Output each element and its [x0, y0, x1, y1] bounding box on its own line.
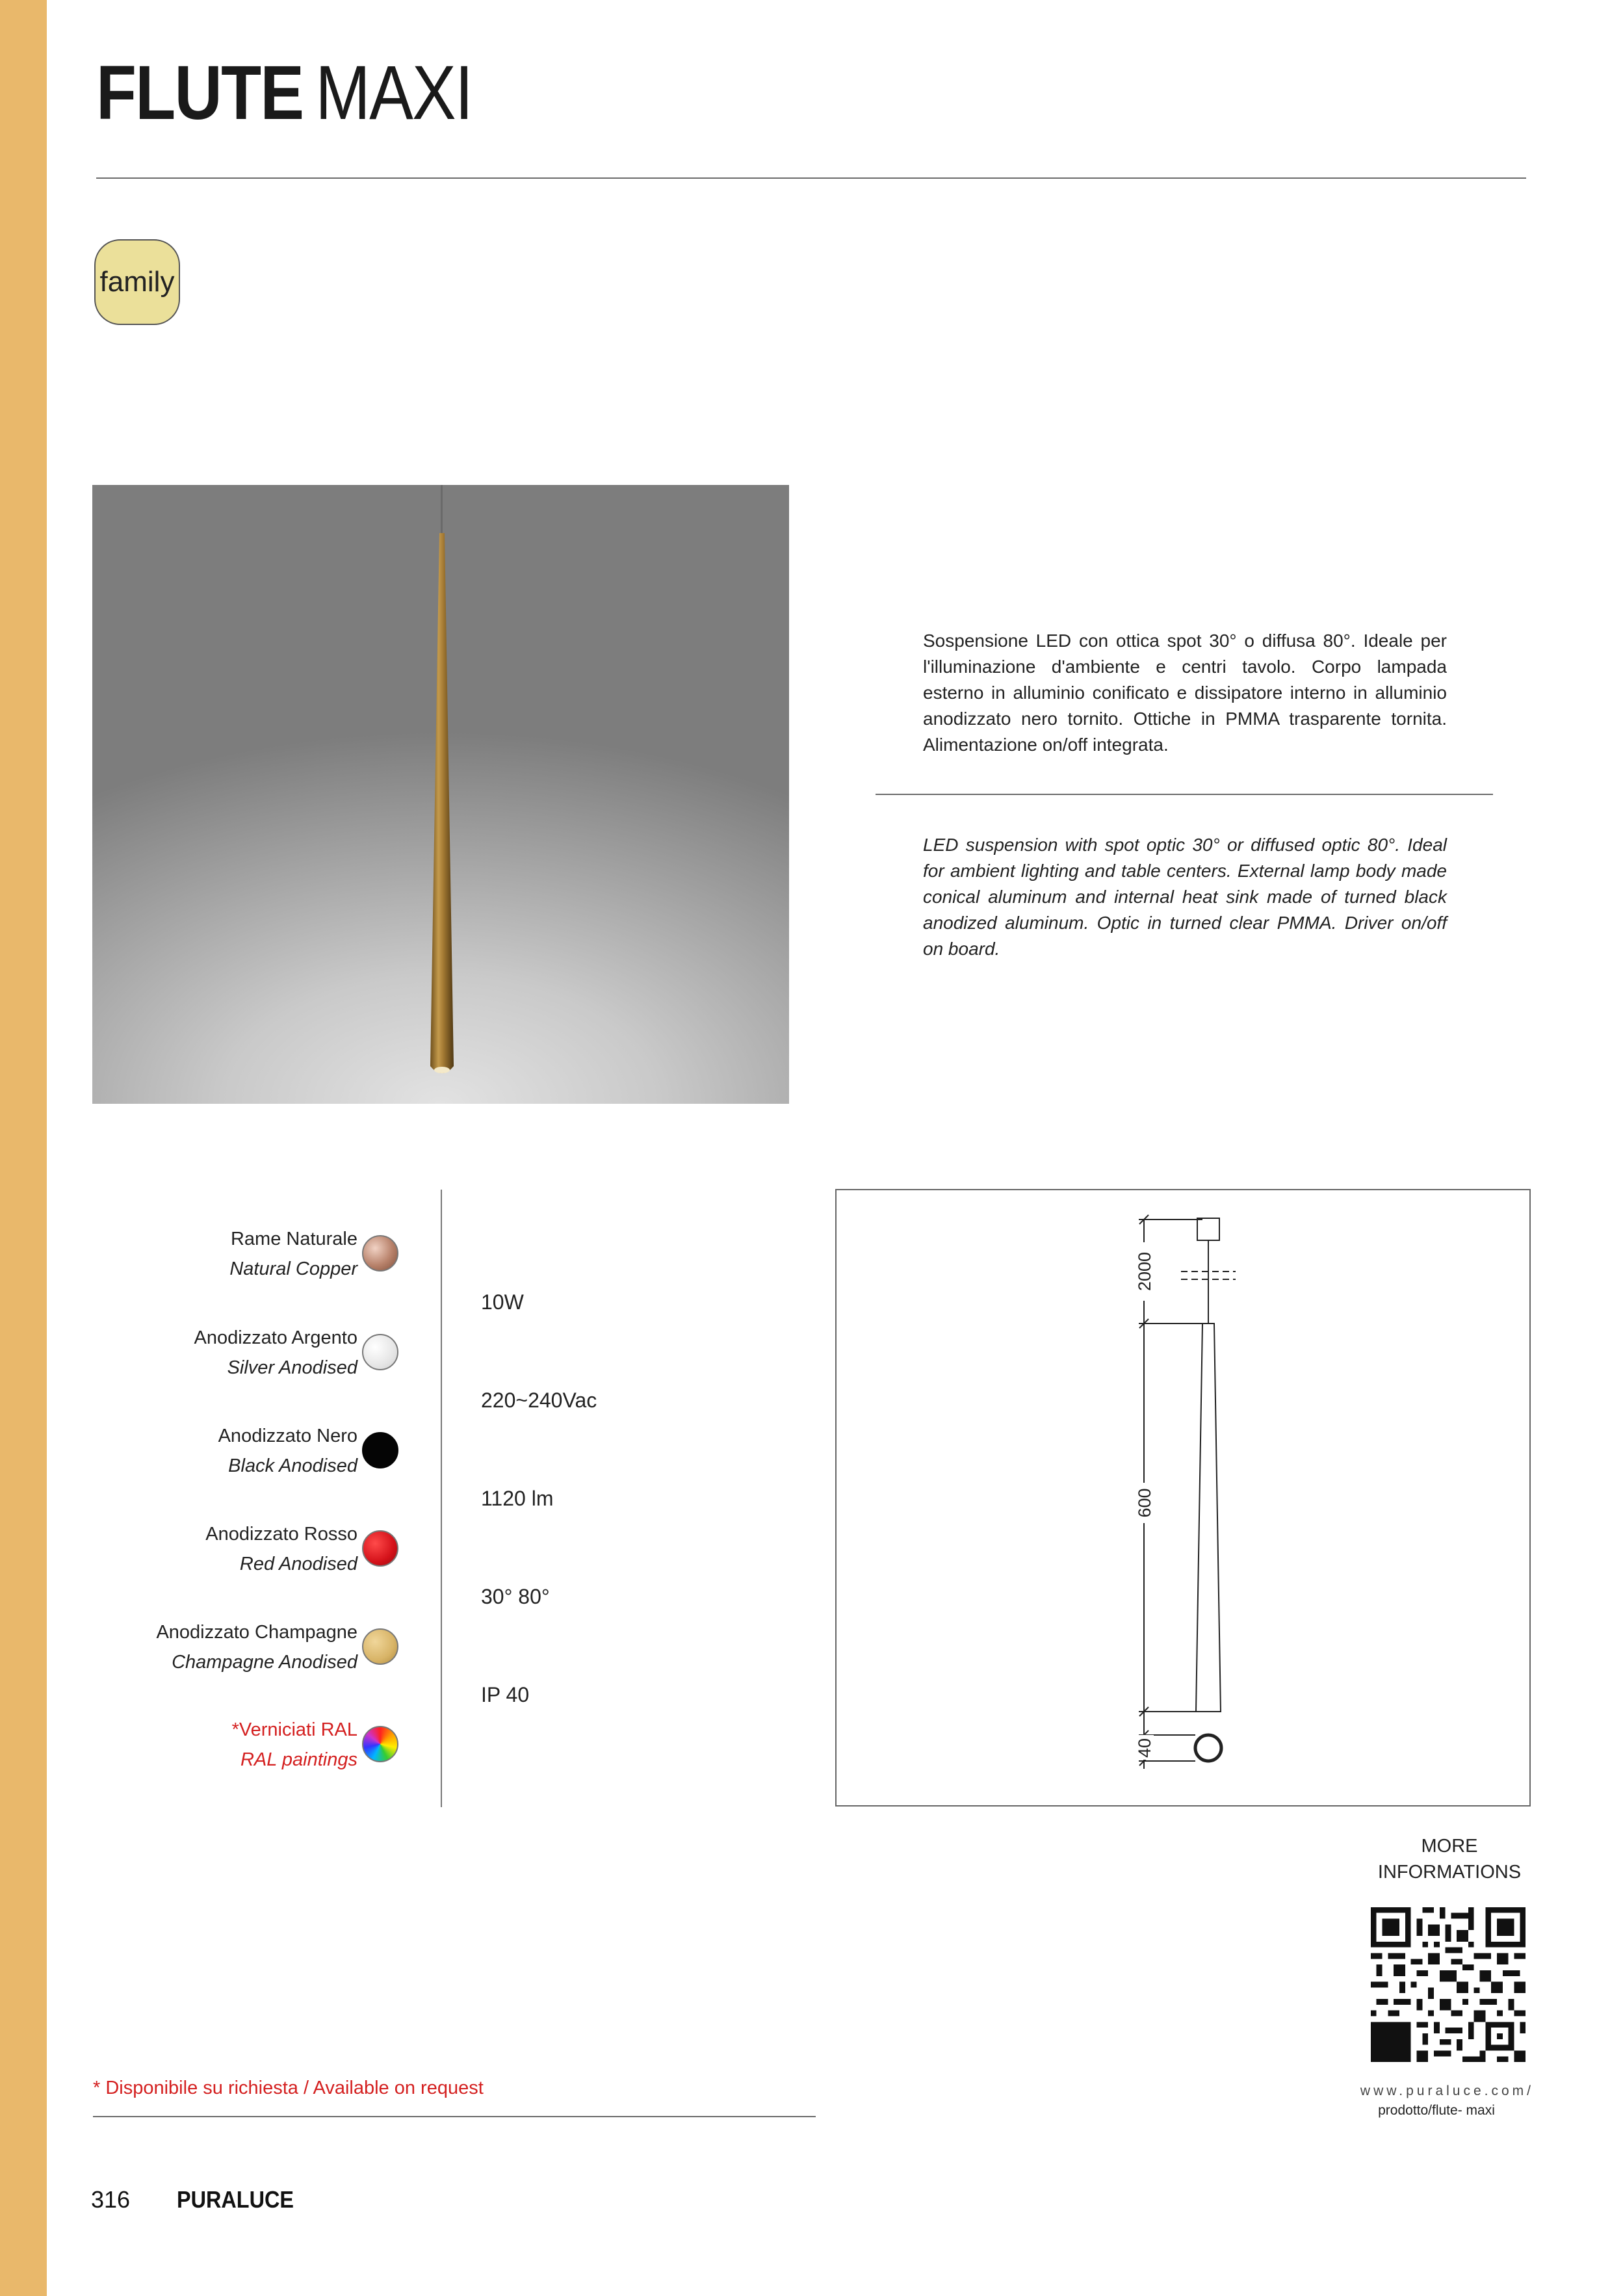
- finish-label-silver: [91, 1323, 357, 1383]
- side-color-band: [0, 0, 47, 2296]
- more-info-label: [1345, 1833, 1553, 1885]
- finish-name-en: Red Anodised: [239, 1554, 357, 1574]
- product-photo: [92, 485, 789, 1104]
- title-bold: FLUTE: [96, 50, 304, 136]
- swatch-champagne[interactable]: [362, 1628, 398, 1665]
- spec-voltage: 220~240Vac: [481, 1389, 597, 1412]
- brand-name: PURALUCE: [177, 2186, 294, 2213]
- finish-name-en: Black Anodised: [228, 1455, 357, 1476]
- page-number: 316: [91, 2186, 131, 2213]
- spec-optics: 30° 80°: [481, 1585, 550, 1608]
- finish-name-it: Anodizzato Champagne: [156, 1622, 357, 1643]
- title-light: MAXI: [315, 50, 473, 136]
- swatch-copper[interactable]: [362, 1235, 398, 1272]
- lamp-body: [429, 533, 455, 1080]
- website-url[interactable]: www.puraluce.com/: [1360, 2083, 1534, 2098]
- spec-lumen: 1120 lm: [481, 1487, 554, 1510]
- specs-divider: [441, 1190, 442, 1807]
- finish-name-it: Anodizzato Nero: [218, 1426, 357, 1446]
- finish-name-it: Anodizzato Rosso: [205, 1524, 357, 1545]
- page-title: [96, 51, 472, 135]
- dim-body-label: 600: [1135, 1488, 1154, 1518]
- dim-diameter-label: 40: [1135, 1738, 1154, 1758]
- finish-label-champagne: [91, 1617, 357, 1677]
- availability-note: * Disponibile su richiesta / Available on request: [93, 2078, 484, 2098]
- finish-label-ral: [91, 1715, 357, 1775]
- description-english: LED suspension with spot optic 30° or diffused optic 80°. Ideal for ambient lighting and table centers. External lamp body made conical aluminum and internal heat sink made of turned black anodized aluminum. Optic in turned clear PMMA. Driver on/off on board.: [923, 835, 1447, 959]
- finish-label-red: [91, 1519, 357, 1579]
- footer-divider: [93, 2116, 816, 2117]
- description-divider: [876, 794, 1493, 795]
- finish-name-it: *Verniciati RAL: [231, 1719, 357, 1740]
- qr-code-icon[interactable]: [1365, 1901, 1531, 2068]
- suspension-cable: [441, 485, 443, 536]
- title-divider: [96, 177, 1526, 179]
- website-path[interactable]: prodotto/flute- maxi: [1378, 2103, 1495, 2118]
- swatch-ral-rainbow[interactable]: [362, 1726, 398, 1762]
- finish-name-en: Silver Anodised: [227, 1357, 357, 1378]
- finish-name-it: Anodizzato Argento: [194, 1327, 357, 1348]
- more-info-line2: INFORMATIONS: [1377, 1862, 1522, 1883]
- finish-name-en: RAL paintings: [240, 1749, 357, 1770]
- spec-power: 10W: [481, 1290, 524, 1314]
- swatch-silver[interactable]: [362, 1334, 398, 1370]
- description-italian: Sospensione LED con ottica spot 30° o diffusa 80°. Ideale per l'illuminazione d'ambiente e centri tavolo. Corpo lampada esterno in alluminio conificato e dissipatore interno in alluminio anodizzato nero tornito. Ottiche in PMMA trasparente tornita. Alimentazione on/off integrata.: [923, 631, 1447, 755]
- more-info-line1: MORE: [1421, 1836, 1478, 1857]
- swatch-red[interactable]: [362, 1530, 398, 1567]
- finish-name-en: Natural Copper: [229, 1259, 357, 1279]
- family-badge[interactable]: family: [94, 239, 180, 325]
- spec-ip: IP 40: [481, 1683, 530, 1706]
- dim-cable-label: 2000: [1135, 1251, 1154, 1292]
- finish-name-en: Champagne Anodised: [172, 1652, 357, 1673]
- swatch-black[interactable]: [362, 1432, 398, 1468]
- technical-drawing: [835, 1189, 1531, 1807]
- finish-label-black: [91, 1421, 357, 1481]
- drawing-svg: [837, 1190, 1529, 1805]
- finish-name-it: Rame Naturale: [230, 1229, 357, 1249]
- finish-label-copper: [91, 1224, 357, 1284]
